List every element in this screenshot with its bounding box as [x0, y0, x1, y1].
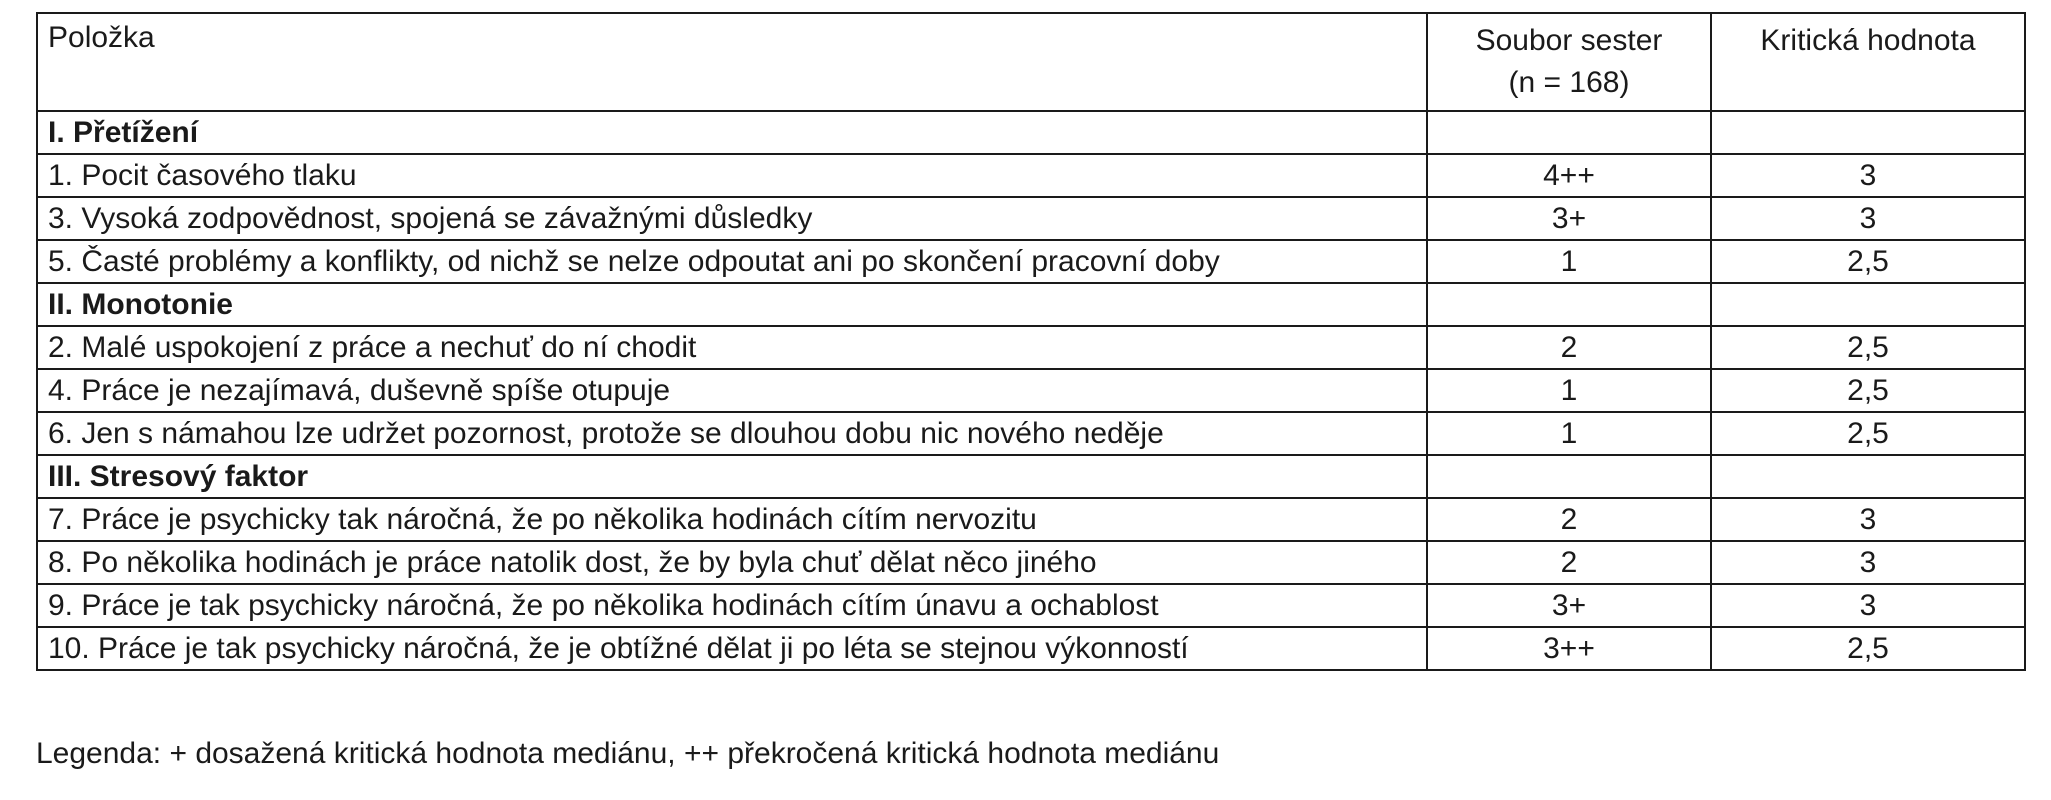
row-sample: 3+ [1427, 584, 1711, 627]
row-critical: 2,5 [1711, 326, 2025, 369]
table-row [37, 498, 2025, 541]
row-sample: 2 [1427, 326, 1711, 369]
row-critical [1711, 111, 2025, 154]
table-row [37, 240, 2025, 283]
row-label: I. Přetížení [37, 111, 1427, 154]
row-sample [1427, 111, 1711, 154]
header-critical: Kritická hodnota [1711, 13, 2025, 111]
table-header-row [37, 13, 2025, 111]
table-row [37, 369, 2025, 412]
row-critical: 2,5 [1711, 627, 2025, 670]
table-row [37, 326, 2025, 369]
section-row [37, 455, 2025, 498]
row-label: 10. Práce je tak psychicky náročná, že je obtížné dělat ji po léta se stejnou výkonností [37, 627, 1427, 670]
header-sample [1427, 13, 1711, 111]
row-label: 1. Pocit časového tlaku [37, 154, 1427, 197]
row-sample: 1 [1427, 240, 1711, 283]
table-row [37, 197, 2025, 240]
header-sample-line2: (n = 168) [1508, 66, 1630, 99]
row-critical: 3 [1711, 498, 2025, 541]
row-critical: 3 [1711, 197, 2025, 240]
row-label: 6. Jen s námahou lze udržet pozornost, protože se dlouhou dobu nic nového neděje [37, 412, 1427, 455]
table-row [37, 412, 2025, 455]
row-sample: 3++ [1427, 627, 1711, 670]
row-label: 8. Po několika hodinách je práce natolik dost, že by byla chuť dělat něco jiného [37, 541, 1427, 584]
row-label: 2. Malé uspokojení z práce a nechuť do ní chodit [37, 326, 1427, 369]
header-sample-line1: Soubor sester [1475, 24, 1663, 57]
section-row [37, 283, 2025, 326]
row-sample [1427, 283, 1711, 326]
row-sample: 4++ [1427, 154, 1711, 197]
row-sample: 2 [1427, 541, 1711, 584]
row-label: III. Stresový faktor [37, 455, 1427, 498]
row-critical: 3 [1711, 541, 2025, 584]
row-sample [1427, 455, 1711, 498]
data-table [36, 12, 2026, 671]
table-row [37, 627, 2025, 670]
row-label: 4. Práce je nezajímavá, duševně spíše otupuje [37, 369, 1427, 412]
row-critical [1711, 283, 2025, 326]
row-sample: 3+ [1427, 197, 1711, 240]
section-row [37, 111, 2025, 154]
row-label: 5. Časté problémy a konflikty, od nichž se nelze odpoutat ani po skončení pracovní doby [37, 240, 1427, 283]
row-critical [1711, 455, 2025, 498]
table-container [36, 12, 2024, 671]
table-row [37, 584, 2025, 627]
row-critical: 2,5 [1711, 369, 2025, 412]
row-sample: 1 [1427, 412, 1711, 455]
row-label: 3. Vysoká zodpovědnost, spojená se závažnými důsledky [37, 197, 1427, 240]
row-critical: 2,5 [1711, 240, 2025, 283]
table-row [37, 541, 2025, 584]
row-sample: 2 [1427, 498, 1711, 541]
table-row [37, 154, 2025, 197]
table-legend: Legenda: + dosažená kritická hodnota mediánu, ++ překročená kritická hodnota mediánu [36, 737, 1220, 770]
row-label: II. Monotonie [37, 283, 1427, 326]
header-item: Položka [37, 13, 1427, 111]
row-critical: 3 [1711, 584, 2025, 627]
row-label: 7. Práce je psychicky tak náročná, že po několika hodinách cítím nervozitu [37, 498, 1427, 541]
row-critical: 2,5 [1711, 412, 2025, 455]
row-sample: 1 [1427, 369, 1711, 412]
row-critical: 3 [1711, 154, 2025, 197]
row-label: 9. Práce je tak psychicky náročná, že po několika hodinách cítím únavu a ochablost [37, 584, 1427, 627]
